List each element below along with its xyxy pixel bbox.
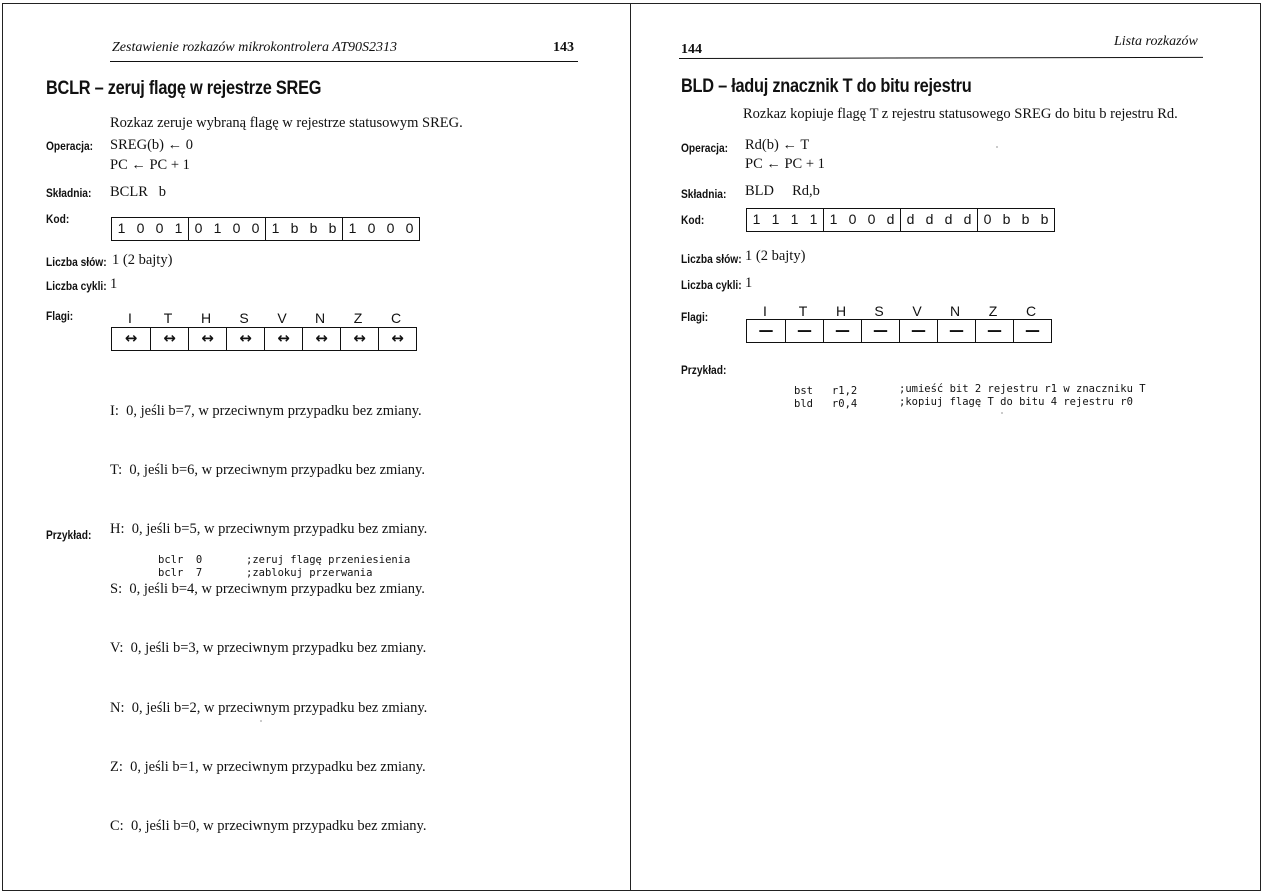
flag-name-row bbox=[746, 303, 1050, 319]
code-label: Kod: bbox=[46, 212, 70, 226]
instruction-heading: BLD – ładuj znacznik T do bitu rejestru bbox=[681, 76, 972, 97]
opcode-bit-box bbox=[111, 217, 420, 241]
flag-effect-cell: ↔ bbox=[378, 328, 416, 350]
opcode-bit: 1 bbox=[117, 220, 126, 236]
flag-effect-box bbox=[111, 327, 417, 351]
flag-effect-cell: ↔ bbox=[264, 328, 302, 350]
opcode-bit: 1 bbox=[213, 220, 222, 236]
example-label: Przykład: bbox=[681, 363, 727, 377]
opcode-bit: 1 bbox=[174, 220, 183, 236]
opcode-bit: d bbox=[886, 211, 895, 227]
flag-effect-cell: — bbox=[937, 320, 975, 342]
flag-name: T bbox=[798, 303, 808, 319]
opcode-bit: 0 bbox=[983, 211, 992, 227]
example-comment: ;zeruj flagę przeniesienia bbox=[246, 554, 411, 566]
flag-effect-cell: ↔ bbox=[226, 328, 264, 350]
words-value: 1 (2 bajty) bbox=[112, 252, 173, 268]
opcode-bit: 1 bbox=[790, 211, 799, 227]
opcode-nibble bbox=[977, 209, 1054, 231]
opcode-bit: d bbox=[906, 211, 915, 227]
scan-speck bbox=[260, 720, 262, 722]
opcode-bit: 1 bbox=[809, 211, 818, 227]
opcode-bit: 0 bbox=[405, 220, 414, 236]
flag-name: C bbox=[390, 310, 402, 326]
flag-name: I bbox=[128, 310, 132, 326]
flag-explanation-line: T: 0, jeśli b=6, w przeciwnym przypadku bez zmiany. bbox=[110, 461, 425, 478]
flag-effect-cell: ↔ bbox=[124, 329, 138, 347]
flag-effect-cell: — bbox=[899, 320, 937, 342]
opcode-bit: 0 bbox=[848, 211, 857, 227]
flags-label: Flagi: bbox=[681, 310, 709, 324]
opcode-nibble bbox=[112, 218, 188, 240]
header-rule bbox=[110, 61, 578, 62]
opcode-bit: d bbox=[944, 211, 953, 227]
page-number: 143 bbox=[553, 40, 574, 55]
flag-explanation-line: Z: 0, jeśli b=1, w przeciwnym przypadku bez zmiany. bbox=[110, 758, 426, 775]
instruction-description: Rozkaz kopiuje flagę T z rejestru statusowego SREG do bitu b rejestru Rd. bbox=[743, 106, 1178, 122]
example-comment: ;zablokuj przerwania bbox=[246, 567, 373, 579]
syntax-label: Składnia: bbox=[46, 186, 92, 200]
flag-effect-cell: — bbox=[758, 321, 774, 339]
words-value: 1 (2 bajty) bbox=[745, 248, 806, 264]
flag-name: C bbox=[1025, 303, 1037, 319]
right-page bbox=[631, 0, 1263, 893]
scan-speck bbox=[996, 146, 998, 148]
opcode-nibble bbox=[342, 218, 419, 240]
flag-name: S bbox=[239, 310, 249, 326]
opcode-bit: b bbox=[309, 220, 318, 236]
page-number: 144 bbox=[681, 42, 702, 57]
cycles-value: 1 bbox=[110, 276, 118, 292]
flag-name: S bbox=[874, 303, 884, 319]
cycles-label: Liczba cykli: bbox=[46, 279, 107, 293]
opcode-bit: 0 bbox=[194, 220, 203, 236]
flag-explanation-line: H: 0, jeśli b=5, w przeciwnym przypadku bez zmiany. bbox=[110, 521, 428, 538]
example-instr: bclr 7 bbox=[158, 567, 203, 579]
flag-explanation-line: N: 0, jeśli b=2, w przeciwnym przypadku bez zmiany. bbox=[110, 699, 428, 716]
words-label: Liczba słów: bbox=[681, 252, 742, 266]
flag-effect-cell: ↔ bbox=[302, 328, 340, 350]
opcode-nibble bbox=[900, 209, 977, 231]
flag-effect-cell: ↔ bbox=[188, 328, 226, 350]
opcode-bit: 0 bbox=[232, 220, 241, 236]
opcode-nibble bbox=[188, 218, 265, 240]
flag-name: I bbox=[763, 303, 767, 319]
syntax-label: Składnia: bbox=[681, 187, 727, 201]
example-instr: bld r0,4 bbox=[794, 398, 858, 410]
example-instr: bst r1,2 bbox=[794, 385, 858, 397]
opcode-bit: 0 bbox=[386, 220, 395, 236]
operation-line: PC ← PC + 1 bbox=[110, 157, 190, 173]
opcode-bit: b bbox=[1040, 211, 1049, 227]
instruction-heading: BCLR – zeruj flagę w rejestrze SREG bbox=[46, 78, 322, 99]
opcode-bit: 0 bbox=[251, 220, 260, 236]
flag-effect-cell: — bbox=[785, 320, 823, 342]
opcode-bit: 0 bbox=[867, 211, 876, 227]
cycles-label: Liczba cykli: bbox=[681, 278, 742, 292]
running-header-title: Zestawienie rozkazów mikrokontrolera AT90S2313 bbox=[112, 40, 398, 55]
flag-effect-cell: — bbox=[823, 320, 861, 342]
flag-name: V bbox=[912, 303, 922, 319]
opcode-bit: 1 bbox=[348, 220, 357, 236]
opcode-bit: b bbox=[1002, 211, 1011, 227]
flag-effect-cell: — bbox=[861, 320, 899, 342]
flag-name: Z bbox=[988, 303, 998, 319]
words-label: Liczba słów: bbox=[46, 255, 107, 269]
flag-explanations bbox=[110, 362, 427, 877]
operation-line: SREG(b) ← 0 bbox=[110, 137, 193, 153]
flag-name: V bbox=[277, 310, 287, 326]
opcode-bit: b bbox=[290, 220, 299, 236]
operation-label: Operacja: bbox=[46, 139, 94, 153]
opcode-bit: 0 bbox=[155, 220, 164, 236]
operation-line: PC ← PC + 1 bbox=[745, 156, 825, 172]
flag-name: H bbox=[200, 310, 212, 326]
opcode-bit: b bbox=[1021, 211, 1030, 227]
flag-effect-cell: ↔ bbox=[340, 328, 378, 350]
opcode-bit: b bbox=[328, 220, 337, 236]
opcode-nibble bbox=[747, 209, 823, 231]
flag-explanation-line: V: 0, jeśli b=3, w przeciwnym przypadku bez zmiany. bbox=[110, 640, 427, 657]
syntax-value: BLD Rd,b bbox=[745, 183, 820, 199]
cycles-value: 1 bbox=[745, 275, 753, 291]
header-rule bbox=[679, 57, 1203, 59]
flags-label: Flagi: bbox=[46, 309, 74, 323]
opcode-bit: 1 bbox=[771, 211, 780, 227]
flag-name: N bbox=[314, 310, 326, 326]
scan-speck bbox=[1001, 412, 1003, 414]
flag-explanation-line: C: 0, jeśli b=0, w przeciwnym przypadku bez zmiany. bbox=[110, 818, 427, 835]
operation-line: Rd(b) ← T bbox=[745, 137, 810, 153]
flag-name-row bbox=[111, 310, 415, 326]
flag-effect-cell: ↔ bbox=[150, 328, 188, 350]
instruction-description: Rozkaz zeruje wybraną flagę w rejestrze statusowym SREG. bbox=[110, 115, 463, 131]
example-comment: ;kopiuj flagę T do bitu 4 rejestru r0 bbox=[899, 396, 1133, 408]
opcode-bit-box bbox=[746, 208, 1055, 232]
opcode-bit: 1 bbox=[829, 211, 838, 227]
example-label: Przykład: bbox=[46, 528, 92, 542]
flag-explanation-line: S: 0, jeśli b=4, w przeciwnym przypadku bez zmiany. bbox=[110, 580, 425, 597]
opcode-nibble bbox=[265, 218, 342, 240]
opcode-bit: 1 bbox=[752, 211, 761, 227]
opcode-bit: 0 bbox=[136, 220, 145, 236]
operation-label: Operacja: bbox=[681, 141, 729, 155]
code-label: Kod: bbox=[681, 213, 705, 227]
running-header-title: Lista rozkazów bbox=[1114, 34, 1198, 49]
example-comment: ;umieść bit 2 rejestru r1 w znaczniku T bbox=[899, 383, 1146, 395]
opcode-nibble bbox=[823, 209, 900, 231]
left-page bbox=[0, 0, 630, 893]
flag-name: H bbox=[835, 303, 847, 319]
example-instr: bclr 0 bbox=[158, 554, 203, 566]
flag-name: Z bbox=[353, 310, 363, 326]
opcode-bit: d bbox=[963, 211, 972, 227]
syntax-value: BCLR b bbox=[110, 184, 166, 200]
flag-effect-box bbox=[746, 319, 1052, 343]
flag-explanation-line: I: 0, jeśli b=7, w przeciwnym przypadku bez zmiany. bbox=[110, 402, 422, 419]
flag-effect-cell: — bbox=[975, 320, 1013, 342]
flag-name: N bbox=[949, 303, 961, 319]
opcode-bit: d bbox=[925, 211, 934, 227]
opcode-bit: 0 bbox=[367, 220, 376, 236]
flag-name: T bbox=[163, 310, 173, 326]
flag-effect-cell: — bbox=[1013, 320, 1051, 342]
opcode-bit: 1 bbox=[271, 220, 280, 236]
